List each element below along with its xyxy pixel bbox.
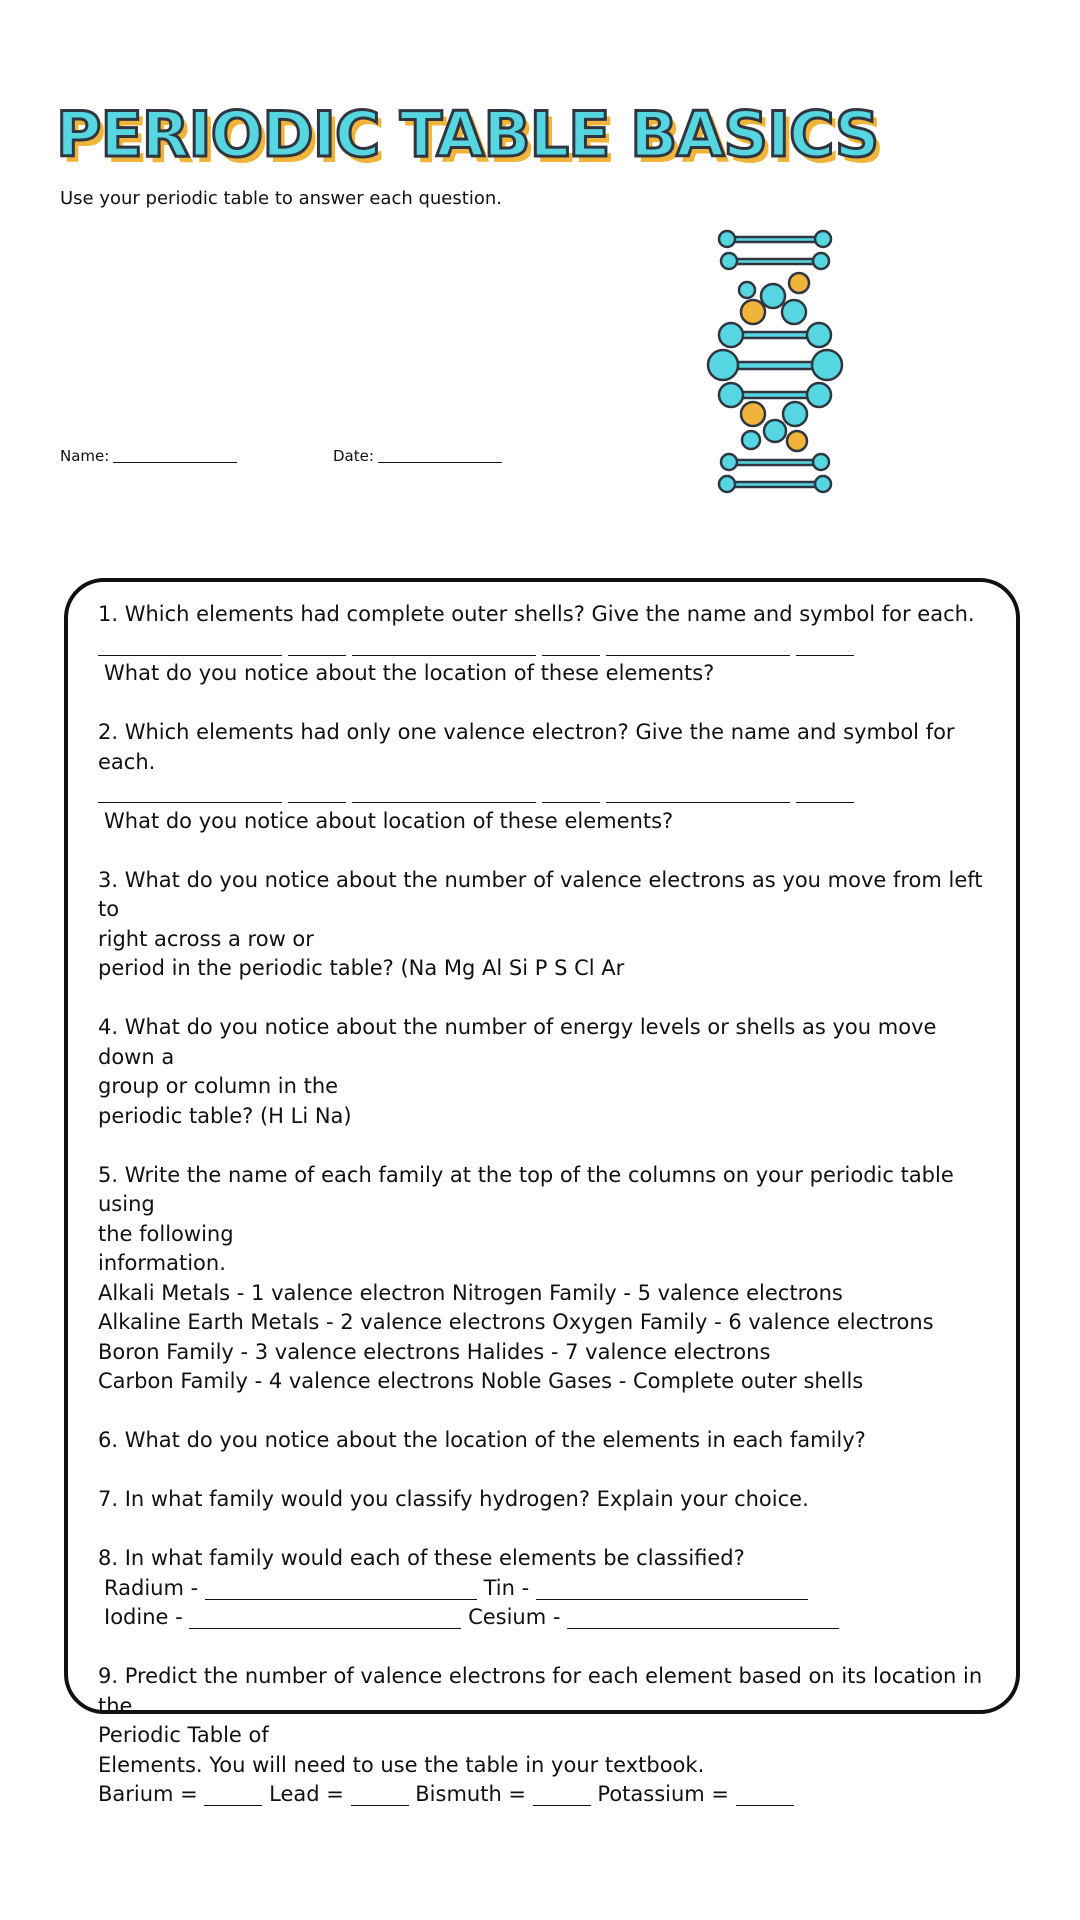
answer-blank[interactable]: [352, 780, 536, 803]
cesium-label: Cesium -: [468, 1605, 561, 1629]
bismuth-label: Bismuth =: [415, 1782, 527, 1806]
worksheet-instructions: Use your periodic table to answer each question.: [60, 188, 502, 209]
lead-blank[interactable]: [351, 1783, 409, 1806]
question-9-row: [98, 1780, 986, 1810]
date-blank[interactable]: [378, 448, 502, 463]
question-2-answer-blanks: [98, 777, 986, 807]
question-4-line: group or column in the: [98, 1074, 339, 1098]
name-label: Name:: [60, 447, 110, 465]
barium-label: Barium =: [98, 1782, 198, 1806]
question-8: [98, 1544, 986, 1633]
worksheet-title: PERIODIC TABLE BASICS: [56, 98, 879, 171]
answer-blank[interactable]: [606, 780, 790, 803]
answer-blank[interactable]: [288, 780, 346, 803]
question-9-line: Elements. You will need to use the table in your textbook.: [98, 1752, 705, 1777]
question-2: [98, 718, 986, 836]
answer-blank[interactable]: [288, 633, 346, 656]
answer-blank[interactable]: [98, 633, 282, 656]
family-info-line: Boron Family - 3 valence electrons Halides - 7 valence electrons: [98, 1339, 771, 1364]
question-3: [98, 866, 986, 984]
question-4-line: periodic table? (H Li Na): [98, 1103, 352, 1128]
date-field: [333, 447, 502, 465]
questions-panel: [64, 578, 1020, 1806]
answer-blank[interactable]: [352, 633, 536, 656]
family-info-line: Alkali Metals - 1 valence electron Nitrogen Family - 5 valence electrons: [98, 1280, 843, 1305]
potassium-label: Potassium =: [597, 1782, 730, 1806]
question-3-line: right across a row or: [98, 926, 314, 951]
question-2-text: 2. Which elements had only one valence electron? Give the name and symbol for each.: [98, 720, 955, 774]
answer-blank[interactable]: [98, 780, 282, 803]
bismuth-blank[interactable]: [533, 1783, 591, 1806]
question-6-text: 6. What do you notice about the location of the elements in each family?: [98, 1428, 866, 1452]
family-info-line: Carbon Family - 4 valence electrons Noble Gases - Complete outer shells: [98, 1369, 864, 1393]
family-info-line: Alkaline Earth Metals - 2 valence electrons Oxygen Family - 6 valence electrons: [98, 1310, 934, 1334]
name-field: [60, 447, 237, 465]
answer-blank[interactable]: [542, 633, 600, 656]
question-3-line: 3. What do you notice about the number of valence electrons as you move from left to: [98, 867, 983, 921]
question-1-text: 1. Which elements had complete outer shells? Give the name and symbol for each.: [98, 602, 975, 626]
question-5-line: the following: [98, 1221, 234, 1246]
question-3-line: period in the periodic table? (Na Mg Al Si P S Cl Ar: [98, 956, 625, 980]
question-9: [98, 1662, 986, 1810]
tin-blank[interactable]: [536, 1577, 808, 1600]
question-5-line: information.: [98, 1251, 226, 1275]
lead-label: Lead =: [269, 1782, 344, 1806]
cesium-blank[interactable]: [567, 1606, 839, 1629]
name-blank[interactable]: [113, 448, 237, 463]
tin-label: Tin -: [483, 1575, 530, 1600]
question-2-followup: What do you notice about location of these elements?: [104, 808, 674, 833]
barium-blank[interactable]: [204, 1783, 262, 1806]
question-5-line: 5. Write the name of each family at the top of the columns on your periodic table using: [98, 1162, 954, 1216]
question-7: [98, 1485, 986, 1515]
iodine-blank[interactable]: [189, 1606, 461, 1629]
radium-label: Radium -: [104, 1575, 199, 1600]
question-4-line: 4. What do you notice about the number of energy levels or shells as you move down a: [98, 1015, 937, 1069]
question-9-line: Periodic Table of: [98, 1723, 269, 1747]
dna-helix-icon: [705, 228, 845, 498]
question-4: [98, 1013, 986, 1131]
iodine-label: Iodine -: [104, 1605, 183, 1629]
question-8-text: 8. In what family would each of these elements be classified?: [98, 1546, 745, 1570]
answer-blank[interactable]: [796, 633, 854, 656]
question-5: [98, 1161, 986, 1397]
question-8-row: [98, 1603, 986, 1633]
question-1: [98, 600, 986, 689]
question-9-line: 9. Predict the number of valence electrons for each element based on its location in the: [98, 1664, 983, 1718]
radium-blank[interactable]: [205, 1577, 477, 1600]
date-label: Date:: [333, 447, 374, 465]
question-1-answer-blanks: [98, 630, 986, 660]
question-1-followup: What do you notice about the location of these elements?: [104, 661, 715, 685]
answer-blank[interactable]: [796, 780, 854, 803]
question-6: [98, 1426, 986, 1456]
question-8-row: [98, 1574, 986, 1604]
potassium-blank[interactable]: [736, 1783, 794, 1806]
answer-blank[interactable]: [542, 780, 600, 803]
question-7-text: 7. In what family would you classify hydrogen? Explain your choice.: [98, 1487, 809, 1511]
answer-blank[interactable]: [606, 633, 790, 656]
